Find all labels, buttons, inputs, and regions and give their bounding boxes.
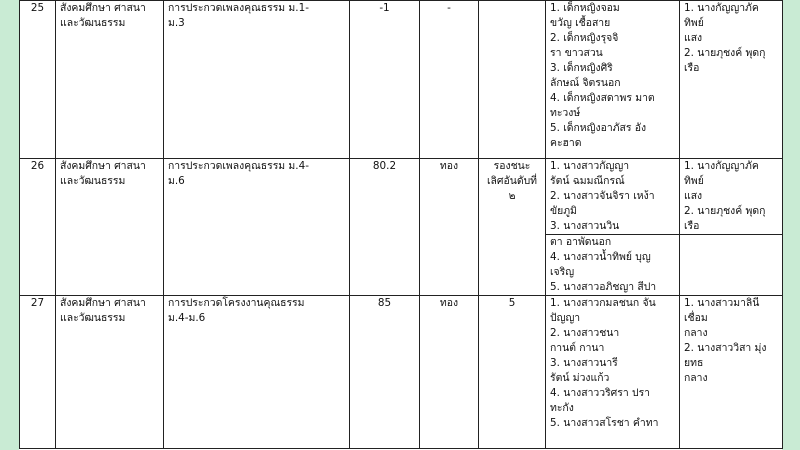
student-list-line: 3. นางสาวนารี: [550, 357, 618, 369]
teacher-list-line: กลาง: [684, 327, 708, 339]
rank-line: 5: [508, 297, 516, 309]
student-list-line: ทะกัง: [550, 402, 574, 414]
student-list-line: 4. นางสาวน้ำทิพย์ บุญ: [550, 251, 651, 263]
medal-text: ทอง: [439, 160, 459, 172]
subject-group-line: และวัฒนธรรม: [60, 312, 126, 324]
student-list-line: 5. เด็กหญิงอาภัสร อัง: [550, 122, 647, 134]
student-list: [546, 296, 680, 449]
subject-group: [56, 296, 164, 449]
row-number: [20, 159, 56, 296]
student-list-line: 3. นางสาวนวิน: [550, 220, 620, 232]
teacher-list-line: 1. นางกัญญาภัค ทิพย์: [684, 2, 759, 29]
medal: [420, 159, 479, 296]
teacher-list-line: แสง: [684, 190, 703, 202]
student-list-line: 1. นางสาวกมลชนก จัน: [550, 297, 656, 309]
student-list-line: รัตน์ ม่วงแก้ว: [550, 372, 610, 384]
student-list-line: 2. เด็กหญิงรุจจิ: [550, 32, 619, 44]
teacher-list-line: กลาง: [684, 372, 708, 384]
teacher-list-line: 2. นายภุชงค์ พุดกุเรือ: [684, 205, 766, 232]
student-list: [546, 1, 680, 159]
table-row: [20, 296, 783, 449]
student-list-line: 3. เด็กหญิงศิริ: [550, 62, 613, 74]
subject-group-line: และวัฒนธรรม: [60, 175, 126, 187]
student-list-line: รัตน์ ฉมมณีกรณ์: [550, 175, 625, 187]
teacher-list: [680, 159, 783, 235]
table-row: [20, 159, 783, 235]
event-name-line: การประกวดโครงงานคุณธรรม: [168, 297, 305, 309]
student-list-line: 2. นางสาวชนา: [550, 327, 620, 339]
subject-group-line: สังคมศึกษา ศาสนา: [60, 297, 146, 309]
row-number: [20, 296, 56, 449]
rank: [479, 159, 546, 296]
row-number-text: 27: [30, 297, 45, 309]
event-name-line: การประกวดเพลงคุณธรรม ม.1-: [168, 2, 309, 14]
student-list-line: ขัยภูมิ: [550, 205, 577, 217]
score-text: -1: [379, 2, 390, 14]
score: [350, 1, 420, 159]
medal-text: ทอง: [439, 297, 459, 309]
medal: [420, 296, 479, 449]
row-number-text: 25: [30, 2, 45, 14]
subject-group: [56, 159, 164, 296]
event-name: [164, 296, 350, 449]
student-list-line: รา ขาวสวน: [550, 47, 603, 59]
rank-line: ๒: [508, 190, 516, 202]
event-name-line: ม.4-ม.6: [168, 312, 206, 324]
subject-group-line: และวัฒนธรรม: [60, 17, 126, 29]
rank-line: รองชนะ: [493, 160, 531, 172]
student-list: [546, 159, 680, 235]
student-list-line: ปัญญา: [550, 312, 581, 324]
event-name-line: การประกวดเพลงคุณธรรม ม.4-: [168, 160, 309, 172]
competition-results-table: [19, 0, 783, 449]
teacher-list-continued: [680, 235, 783, 296]
student-list-line: คะฮาด: [550, 137, 582, 149]
medal-text: -: [447, 2, 451, 14]
score: [350, 296, 420, 449]
student-list-line: ตา อาพัดนอก: [550, 236, 612, 248]
rank: [479, 296, 546, 449]
score: [350, 159, 420, 296]
student-list: [546, 235, 680, 296]
event-name-line: ม.3: [168, 17, 185, 29]
table-row: [20, 1, 783, 159]
student-list-line: กานต์ กานา: [550, 342, 605, 354]
subject-group-line: สังคมศึกษา ศาสนา: [60, 160, 146, 172]
event-name: [164, 1, 350, 159]
score-text: 80.2: [372, 160, 397, 172]
student-list-line: ลักษณ์ จิตรนอก: [550, 77, 621, 89]
event-name-line: ม.6: [168, 175, 185, 187]
subject-group-line: สังคมศึกษา ศาสนา: [60, 2, 146, 14]
student-list-line: 5. นางสาวอภิชญา สีปา: [550, 281, 657, 293]
medal: [420, 1, 479, 159]
student-list-line: ขวัญ เชื้อสาย: [550, 17, 611, 29]
student-list-line: 1. นางสาวกัญญา: [550, 160, 630, 172]
teacher-list-line: แสง: [684, 32, 703, 44]
student-list-line: 2. นางสาวจันจิรา เหง้า: [550, 190, 655, 202]
score-text: 85: [377, 297, 392, 309]
student-list-line: 5. นางสาวสโรชา คำทา: [550, 417, 659, 429]
teacher-list-line: 2. นางสาววิสา มุ่งยทธ: [684, 342, 767, 369]
teacher-list-line: 1. นางกัญญาภัค ทิพย์: [684, 160, 759, 187]
row-number-text: 26: [30, 160, 45, 172]
teacher-list-line: 1. นางสาวมาลินี เชื่อม: [684, 297, 760, 324]
row-number: [20, 1, 56, 159]
subject-group: [56, 1, 164, 159]
student-list-line: 4. เด็กหญิงสดาพร มาต: [550, 92, 655, 104]
student-list-line: เจริญ: [550, 266, 575, 278]
teacher-list-line: 2. นายภุชงค์ พุดกุเรือ: [684, 47, 766, 74]
student-list-line: 1. เด็กหญิงจอม: [550, 2, 620, 14]
results-table-page: [19, 0, 782, 450]
event-name: [164, 159, 350, 296]
rank-line: เลิศอันดับที่: [486, 175, 538, 187]
student-list-line: ทะวงษ์: [550, 107, 581, 119]
teacher-list: [680, 1, 783, 159]
teacher-list: [680, 296, 783, 449]
rank: [479, 1, 546, 159]
student-list-line: 4. นางสาววริศรา ปรา: [550, 387, 650, 399]
